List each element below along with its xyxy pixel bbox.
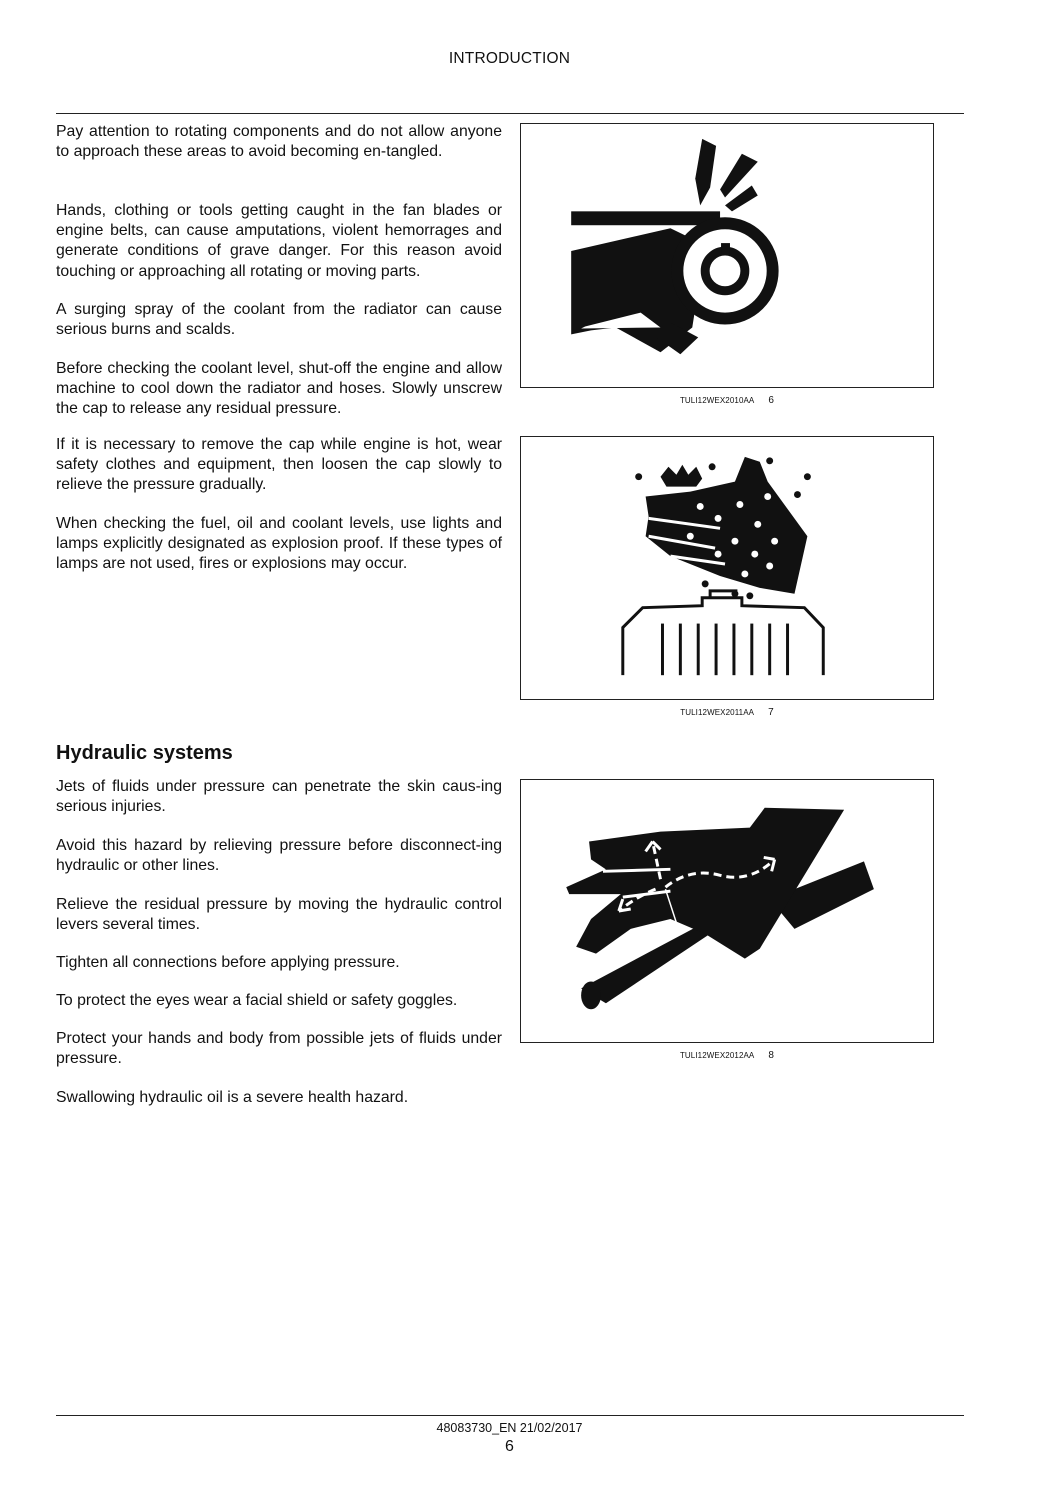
block1-text — [56, 359, 502, 420]
paragraph: Swallowing hydraulic oil is a severe health hazard. — [56, 1089, 409, 1106]
paragraph: Hands, clothing or tools getting caught in the fan blades or engine belts, can cause amputations, violent hemorrages and generate conditions of grave danger. For this reason avoid touching or approaching all rotating or moving parts. — [56, 202, 502, 280]
hydraulic-text — [56, 991, 502, 1011]
page-header-title: INTRODUCTION — [448, 50, 571, 67]
paragraph: To protect the eyes wear a facial shield or safety goggles. — [56, 992, 458, 1009]
figure-code: TULI12WEX2011AA — [680, 708, 755, 717]
paragraph: Jets of fluids under pressure can penetrate the skin caus-ing serious injuries. — [56, 778, 502, 816]
hydraulic-text — [56, 1088, 502, 1108]
paragraph: When checking the fuel, oil and coolant levels, use lights and lamps explicitly designated as explosion proof. If these types of lamps are not used, fires or explosions may occur. — [56, 515, 502, 573]
figure-number: 8 — [768, 1050, 775, 1061]
paragraph: Protect your hands and body from possible jets of fluids under pressure. — [56, 1030, 502, 1068]
hydraulic-text — [56, 777, 502, 817]
paragraph: Avoid this hazard by relieving pressure before disconnect-ing hydraulic or other lines. — [56, 837, 502, 875]
page-number: 6 — [505, 1438, 514, 1455]
block1-text — [56, 514, 502, 575]
hydraulic-text — [56, 953, 502, 973]
header-divider — [56, 113, 964, 114]
figure-6 — [520, 123, 934, 388]
hydraulic-text — [56, 895, 502, 935]
hydraulic-text — [56, 836, 502, 876]
paragraph: A surging spray of the coolant from the radiator can cause serious burns and scalds. — [56, 301, 502, 339]
paragraph: Before checking the coolant level, shut-off the engine and allow machine to cool down the radiator and hoses. Slowly unscrew the cap to release any residual pressure. — [56, 360, 502, 418]
figure-number: 6 — [768, 395, 775, 406]
section-heading: Hydraulic systems — [56, 742, 233, 764]
block1-text — [56, 201, 502, 282]
figure-number: 7 — [768, 707, 774, 718]
paragraph: If it is necessary to remove the cap while engine is hot, wear safety clothes and equipment, then loosen the cap slowly to relieve the pressure gradually. — [56, 436, 502, 494]
paragraph: Pay attention to rotating components and do not allow anyone to approach these areas to avoid becoming en-tangled. — [56, 123, 502, 161]
rotating-parts-entanglement-icon — [521, 124, 933, 387]
hydraulic-text — [56, 1029, 502, 1069]
block1-text — [56, 122, 502, 162]
figure-7 — [520, 436, 934, 700]
block1-text — [56, 300, 502, 340]
figure-caption — [520, 707, 934, 718]
high-pressure-fluid-injection-icon — [521, 780, 933, 1042]
paragraph: Tighten all connections before applying pressure. — [56, 954, 400, 971]
footer-doc-ref: 48083730_EN 21/02/2017 — [436, 1421, 583, 1435]
figure-8 — [520, 779, 934, 1043]
figure-code: TULI12WEX2012AA — [679, 1051, 755, 1060]
paragraph: Relieve the residual pressure by moving the hydraulic control levers several times. — [56, 896, 502, 934]
figure-code: TULI12WEX2010AA — [679, 396, 755, 405]
footer-divider — [56, 1415, 964, 1416]
hot-coolant-spray-icon — [521, 437, 933, 699]
figure-caption — [520, 395, 934, 406]
block1-text — [56, 435, 502, 496]
figure-caption — [520, 1050, 934, 1061]
